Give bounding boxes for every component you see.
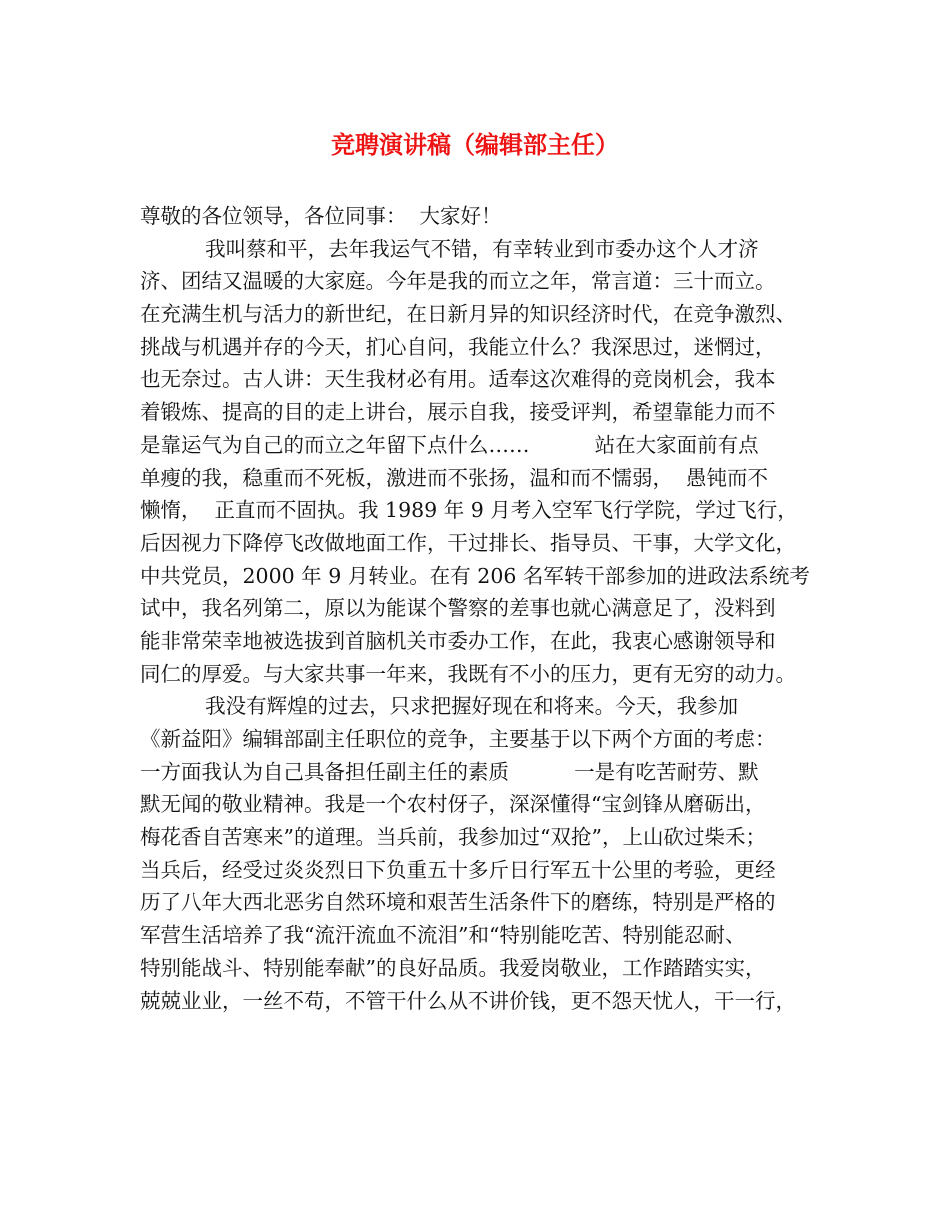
body-line: 历了八年大西北恶劣自然环境和艰苦生活条件下的磨练，特别是严格的 [140, 890, 776, 915]
body-line: 默无闻的敬业精神。我是一个农村伢子，深深懂得“宝剑锋从磨砺出， [140, 792, 766, 817]
body-line: 济、团结又温暖的大家庭。今年是我的而立之年，常言道：三十而立。 [140, 269, 776, 294]
body-line: 我没有辉煌的过去，只求把握好现在和将来。今天，我参加 [140, 694, 739, 719]
document-title: 竞聘演讲稿（编辑部主任） [331, 130, 619, 159]
body-line: 我叫蔡和平，去年我运气不错，有幸转业到市委办这个人才济 [140, 236, 759, 261]
body-line: 懒惰， 正直而不固执。我 1989 年 9 月考入空军飞行学院，学过飞行， [140, 498, 798, 523]
body-line: 单瘦的我，稳重而不死板，激进而不张扬，温和而不懦弱， 愚钝而不 [140, 465, 769, 490]
body-line: 着锻炼、提高的目的走上讲台，展示自我，接受评判，希望靠能力而不 [140, 400, 776, 425]
body-line: 后因视力下降停飞改做地面工作，干过排长、指导员、干事，大学文化， [140, 530, 796, 555]
body-line: 梅花香自苦寒来”的道理。当兵前，我参加过“双抢”，上山砍过柴禾； [140, 825, 766, 850]
body-line: 尊敬的各位领导，各位同事： 大家好！ [140, 204, 502, 228]
body-line: 是靠运气为自己的而立之年留下点什么…… 站在大家面前有点 [140, 432, 759, 457]
document-body [140, 200, 830, 1017]
body-line: 也无奈过。古人讲：天生我材必有用。适奉这次难得的竞岗机会，我本 [140, 367, 776, 392]
body-line: 挑战与机遇并存的今天，扪心自问，我能立什么？我深思过，迷惘过， [140, 334, 776, 359]
body-line: 能非常荣幸地被选拔到首脑机关市委办工作，在此，我衷心感谢领导和 [140, 628, 776, 653]
body-line: 试中，我名列第二，原以为能谋个警察的差事也就心满意足了，没料到 [140, 596, 776, 621]
body-line: 在充满生机与活力的新世纪，在日新月异的知识经济时代，在竞争激烈、 [140, 302, 796, 327]
body-line: 兢兢业业，一丝不苟，不管干什么从不讲价钱，更不怨天忧人，干一行， [140, 988, 796, 1013]
body-line: 《新益阳》编辑部副主任职位的竞争，主要基于以下两个方面的考虑： [140, 727, 776, 751]
body-line: 同仁的厚爱。与大家共事一年来，我既有不小的压力，更有无穷的动力。 [140, 661, 796, 686]
body-line: 一方面我认为自己具备担任副主任的素质 一是有吃苦耐劳、默 [140, 759, 759, 784]
body-line: 特别能战斗、特别能奉献”的良好品质。我爱岗敬业，工作踏踏实实， [140, 955, 766, 980]
body-line: 军营生活培养了我“流汗流血不流泪”和“特别能吃苦、特别能忍耐、 [140, 923, 746, 948]
body-line: 当兵后，经受过炎炎烈日下负重五十多斤日行军五十公里的考验，更经 [140, 857, 776, 882]
body-line: 中共党员，2000 年 9 月转业。在有 206 名军转干部参加的进政法系统考 [140, 563, 810, 588]
